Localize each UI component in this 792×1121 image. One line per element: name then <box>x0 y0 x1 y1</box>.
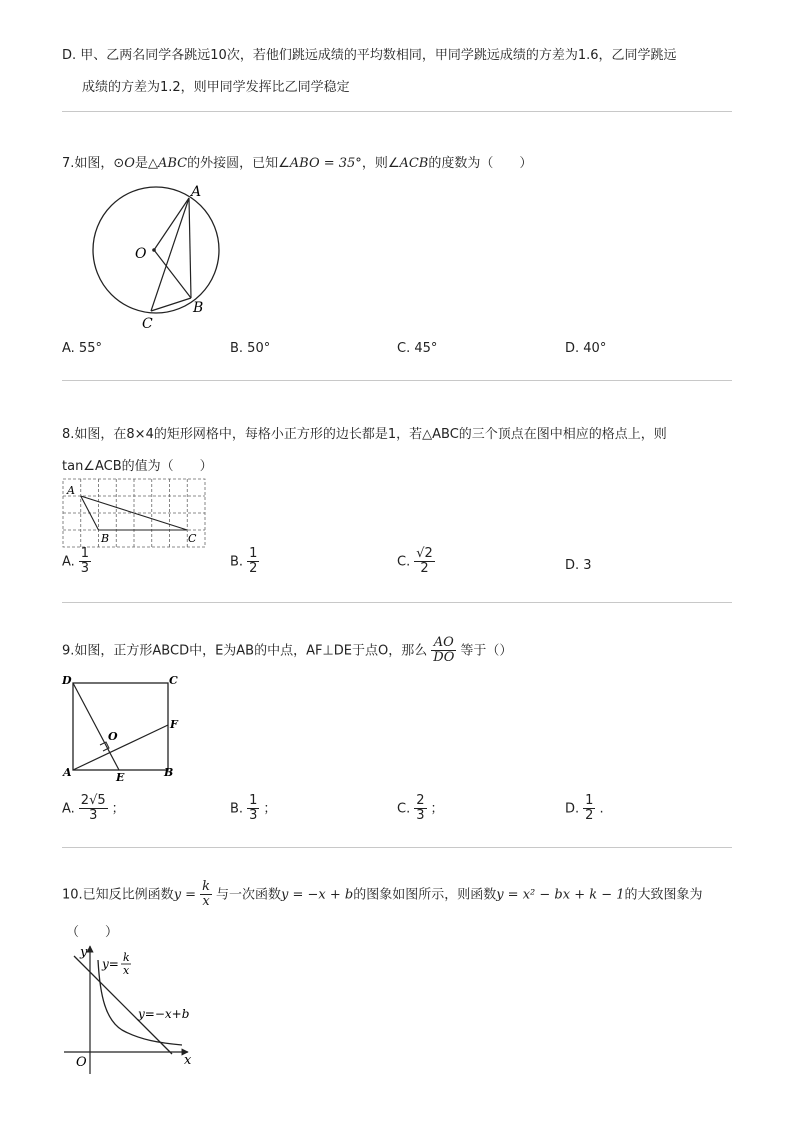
q6-option-d-line2: 成绩的方差为1.2，则甲同学发挥比乙同学稳定 <box>82 80 350 95</box>
label-a: A <box>191 184 202 200</box>
origin-label: O <box>76 1055 87 1070</box>
q8-stem-line2: tan∠ACB的值为（ ） <box>62 459 213 474</box>
q8-option-a[interactable]: A. $\frac{1}{3}$ <box>62 546 90 577</box>
label-c: C <box>142 316 153 332</box>
q8-option-c[interactable]: C. $\frac{√2}{2}$ <box>397 546 433 577</box>
q9-option-c[interactable]: C. $\frac{2}{3}$ ； <box>397 793 444 824</box>
q9-square-figure <box>60 672 190 784</box>
hyperbola-label-den: x <box>123 964 130 977</box>
label-f: F <box>170 718 178 731</box>
label-o: O <box>108 730 118 743</box>
label-c: C <box>169 674 178 687</box>
label-a: A <box>67 484 75 497</box>
q7-stem: 7.如图，⊙O是△ABC的外接圆，已知∠ABO = 35°，则∠ACB的度数为（ ） <box>62 156 533 171</box>
q7-option-b[interactable]: B. 50° <box>230 341 271 356</box>
label-b: B <box>101 532 110 545</box>
hyperbola-label-num: k <box>123 951 130 964</box>
q9-option-b[interactable]: B. $\frac{1}{3}$ ； <box>230 793 277 824</box>
y-axis-label: y <box>80 945 88 960</box>
q7-option-a[interactable]: A. 55° <box>62 341 102 356</box>
q8-grid-figure <box>62 478 208 550</box>
label-o: O <box>135 246 147 262</box>
q10-stem-line2: （ ） <box>66 925 119 940</box>
q10-graph-figure <box>62 942 202 1077</box>
line-label: y=−x+b <box>138 1007 190 1021</box>
q8-option-d[interactable]: D. 3 <box>565 558 592 573</box>
q10-stem: 10.已知反比例函数y = $\frac{k}{x}$ 与一次函数y = −x + b的图象如图所示，则函数y = x² − bx + k − 1的大致图象为 <box>62 879 703 910</box>
q6-option-d-line1: D. 甲、乙两名同学各跳远10次，若他们跳远成绩的平均数相同，甲同学跳远成绩的方差为1.6，乙同学跳远 <box>62 48 677 63</box>
q7-option-d[interactable]: D. 40° <box>565 341 607 356</box>
label-d: D <box>62 674 72 687</box>
q8-option-b[interactable]: B. $\frac{1}{2}$ <box>230 546 258 577</box>
hyperbola-curve <box>98 960 182 1045</box>
label-c: C <box>188 532 197 545</box>
q7-option-c[interactable]: C. 45° <box>397 341 438 356</box>
divider <box>62 847 732 848</box>
q8-stem-line1: 8.如图，在8×4的矩形网格中，每格小正方形的边长都是1，若△ABC的三个顶点在图中相应的格点上，则 <box>62 427 667 442</box>
divider <box>62 380 732 381</box>
x-axis-label: x <box>184 1053 192 1068</box>
q9-option-d[interactable]: D. $\frac{1}{2}$ . <box>565 793 604 824</box>
divider <box>62 602 732 603</box>
label-b: B <box>193 300 204 316</box>
circumcircle <box>93 187 219 313</box>
hyperbola-label: y= <box>102 957 119 971</box>
label-b: B <box>164 766 174 779</box>
label-e: E <box>116 771 125 784</box>
q9-option-a[interactable]: A. $\frac{2√5}{3}$ ； <box>62 793 125 824</box>
q7-circle-figure <box>86 180 226 335</box>
label-a: A <box>63 766 72 779</box>
q9-stem: 9.如图，正方形ABCD中，E为AB的中点，AF⊥DE于点O，那么 $\frac{AO}{DO}$ 等于（） <box>62 635 513 666</box>
divider <box>62 111 732 112</box>
